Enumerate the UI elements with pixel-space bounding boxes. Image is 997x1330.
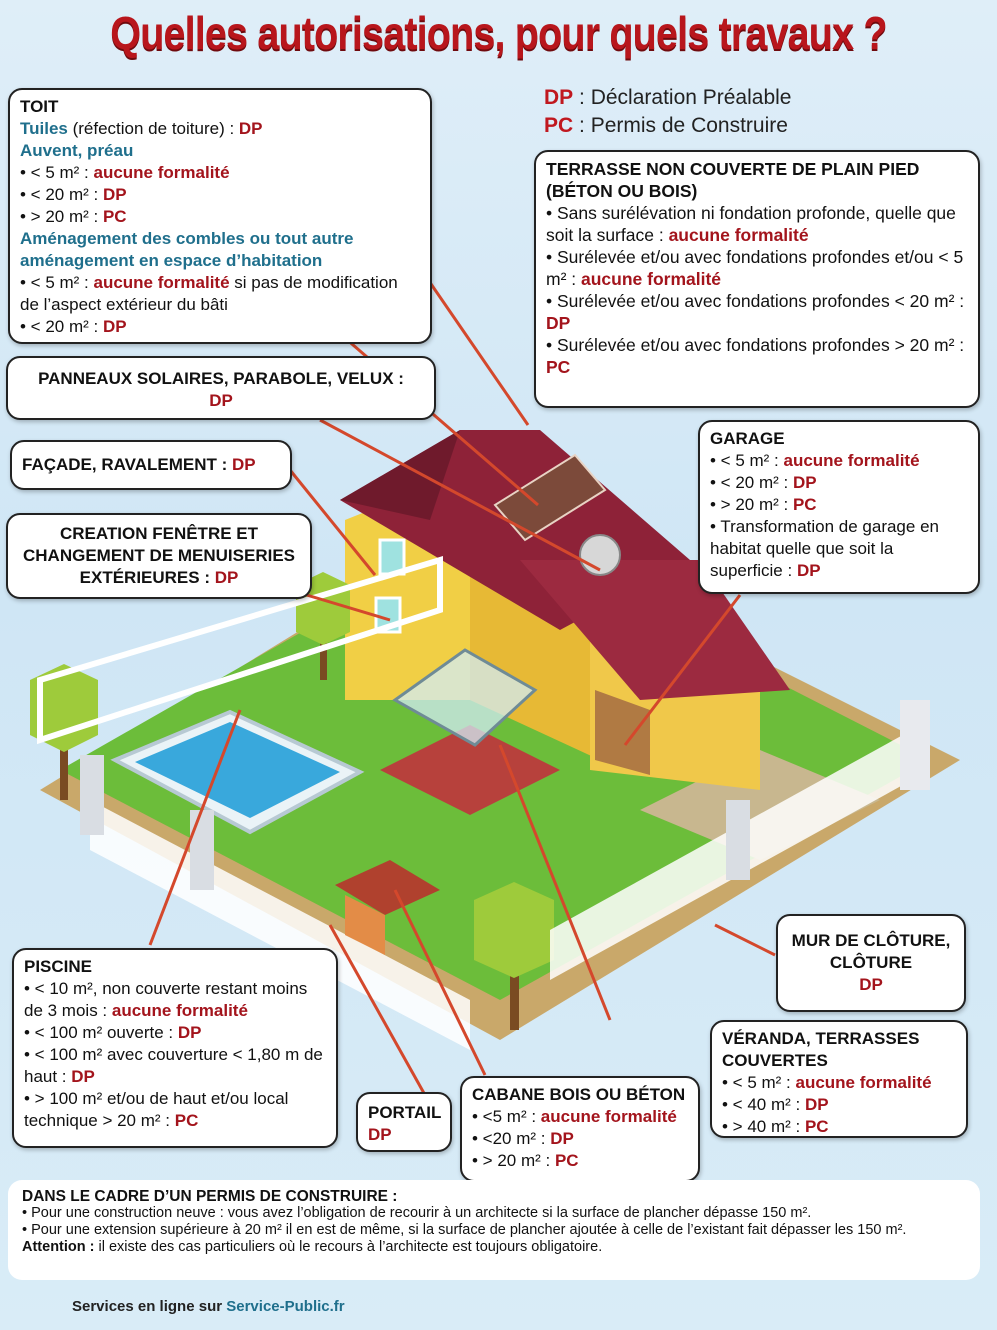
footer-box xyxy=(8,1180,980,1280)
toit-combles-line: • < 20 m² : DP xyxy=(20,317,127,336)
toit-heading: TOIT xyxy=(20,97,59,116)
garage-box xyxy=(698,420,980,594)
page-title: Quelles autorisations, pour quels travaux ? xyxy=(110,7,887,59)
footer-line: • Pour une extension supérieure à 20 m² il en est de même, si la surface de plancher ajoutée à celle de l’existant fait dépasser les 150 m². xyxy=(22,1222,907,1238)
toit-combles-label: Aménagement des combles ou tout autre aménagement en espace d’habitation xyxy=(20,229,354,270)
legend xyxy=(544,84,792,140)
terrasse-line: • Surélevée et/ou avec fondations profondes > 20 m² : PC xyxy=(546,335,965,377)
legend-dp: DP : Déclaration Préalable xyxy=(544,86,792,109)
piscine-heading: PISCINE xyxy=(24,957,93,976)
footer-heading: DANS LE CADRE D’UN PERMIS DE CONSTRUIRE : xyxy=(22,1188,398,1205)
facade-heading: FAÇADE, RAVALEMENT : xyxy=(22,455,232,474)
portail-heading: PORTAIL xyxy=(368,1103,442,1122)
veranda-line: • < 40 m² : DP xyxy=(722,1095,829,1114)
garage-line: • < 5 m² : aucune formalité xyxy=(710,451,920,470)
facade-box xyxy=(10,440,292,490)
fence-pillar-3 xyxy=(726,800,750,880)
toit-tuiles: Tuiles (réfection de toiture) : DP xyxy=(20,119,263,138)
piscine-line: • < 100 m² ouverte : DP xyxy=(24,1023,202,1042)
cloture-value: DP xyxy=(859,975,883,994)
toit-auvent-line: • < 5 m² : aucune formalité xyxy=(20,163,230,182)
footer-line: • Pour une construction neuve : vous avez l’obligation de recourir à un architecte si la surface de plancher dépasse 150 m². xyxy=(22,1205,812,1221)
terrasse-box xyxy=(534,150,980,408)
garage-transfo: • Transformation de garage en habitat quelle que soit la superficie : DP xyxy=(710,517,939,580)
toit-auvent-label: Auvent, préau xyxy=(20,141,134,160)
toit-combles-line: • < 5 m² : aucune formalité si pas de modification de l’aspect extérieur du bâti xyxy=(20,273,398,314)
toit-box xyxy=(8,88,432,344)
toit-auvent-line: • < 20 m² : DP xyxy=(20,185,127,204)
cloture-box xyxy=(776,914,966,1012)
toit-auvent-line: • > 20 m² : PC xyxy=(20,207,127,226)
fenetre-box xyxy=(6,513,312,599)
piscine-line: • < 10 m², non couverte restant moins de 3 mois : aucune formalité xyxy=(24,979,308,1020)
legend-pc: PC : Permis de Construire xyxy=(544,114,788,137)
portail-box xyxy=(356,1092,452,1152)
piscine-box xyxy=(12,948,338,1148)
garage-heading: GARAGE xyxy=(710,429,785,448)
panneaux-heading: PANNEAUX SOLAIRES, PARABOLE, VELUX : xyxy=(38,369,404,388)
piscine-line: • < 100 m² avec couverture < 1,80 m de haut : DP xyxy=(24,1045,323,1086)
service-credit: Services en ligne sur Service-Public.fr xyxy=(72,1298,345,1315)
footer-attention: Attention : il existe des cas particuliers où le recours à l’architecte est toujours obligatoire. xyxy=(22,1239,603,1255)
cloture-heading: MUR DE CLÔTURE, CLÔTURE xyxy=(791,931,951,972)
fence-pillar-2 xyxy=(190,810,214,890)
panneaux-value: DP xyxy=(209,391,233,410)
terrasse-line: • Surélevée et/ou avec fondations profondes et/ou < 5 m² : aucune formalité xyxy=(546,247,964,289)
cabane-line: • > 20 m² : PC xyxy=(472,1151,579,1170)
terrasse-heading: TERRASSE NON COUVERTE DE PLAIN PIED (BÉTON OU BOIS) xyxy=(546,159,920,201)
fence-pillar-4 xyxy=(900,700,930,790)
panneaux-box xyxy=(6,356,436,420)
veranda-box xyxy=(710,1020,968,1138)
cabane-heading: CABANE BOIS OU BÉTON xyxy=(472,1085,686,1104)
facade-value: DP xyxy=(231,455,256,474)
terrasse-line: • Sans surélévation ni fondation profonde, quelle que soit la surface : aucune formalité xyxy=(546,203,956,245)
service-public-link[interactable]: Service-Public.fr xyxy=(226,1298,345,1315)
garage-line: • > 20 m² : PC xyxy=(710,495,817,514)
terrasse-line: • Surélevée et/ou avec fondations profondes < 20 m² : DP xyxy=(546,291,965,333)
fenetre-heading: CREATION FENÊTRE ET CHANGEMENT DE MENUISERIES EXTÉRIEURES : xyxy=(22,524,296,587)
cabane-line: • <20 m² : DP xyxy=(472,1129,574,1148)
piscine-line: • > 100 m² et/ou de haut et/ou local technique > 20 m² : PC xyxy=(24,1089,289,1130)
veranda-heading: VÉRANDA, TERRASSES COUVERTES xyxy=(722,1029,920,1070)
garage-line: • < 20 m² : DP xyxy=(710,473,817,492)
portail-value: DP xyxy=(368,1125,392,1144)
veranda-line: • > 40 m² : PC xyxy=(722,1117,829,1136)
fence-pillar-1 xyxy=(80,755,104,835)
cabane-line: • <5 m² : aucune formalité xyxy=(472,1107,677,1126)
cabane-box xyxy=(460,1076,700,1182)
tree-3 xyxy=(474,882,554,978)
fenetre-value: DP xyxy=(214,568,239,587)
veranda-line: • < 5 m² : aucune formalité xyxy=(722,1073,932,1092)
